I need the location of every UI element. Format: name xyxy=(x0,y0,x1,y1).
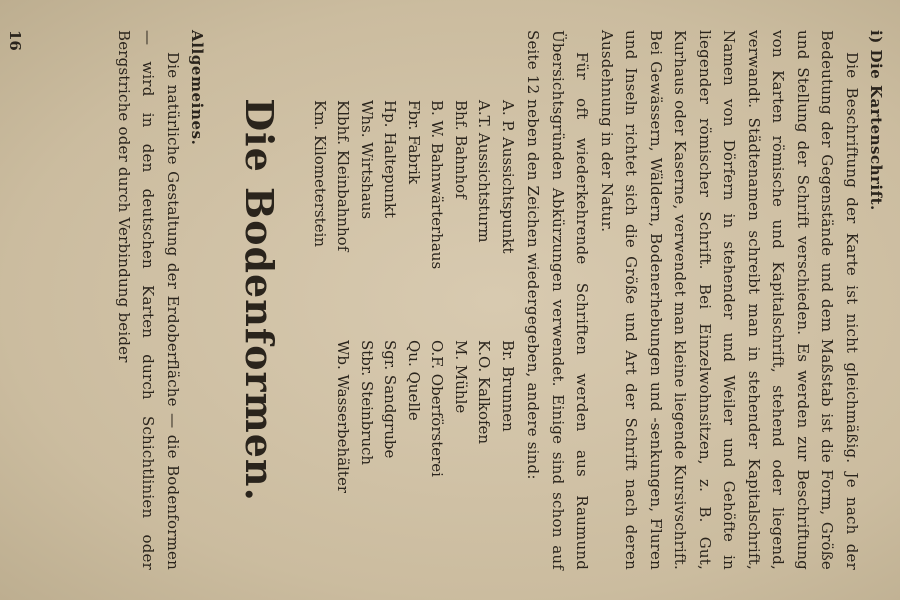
paragraph-abkuerzungen: Für oft wiederkehrende Schriften werden aus Raumund Übersichtsgründen Abkürzungen verwendet. Einige sind schon auf Seite 12 neben den Zeichen wiedergegeben, andere sind: xyxy=(524,30,592,570)
abbreviation-table xyxy=(308,100,520,570)
abbreviation-entry: Sgr. Sandgrube xyxy=(381,340,400,459)
page-number: 16 xyxy=(6,30,24,51)
abbreviation-entry: Fbr. Fabrik xyxy=(405,100,423,185)
section-title-bodenformen: Die Bodenformen. xyxy=(237,98,283,502)
paragraph-allgemeines xyxy=(112,30,210,570)
abbreviation-entry: Br. Brunnen xyxy=(499,340,517,432)
paragraph-bodenformen-text: Die natürliche Gestaltung der Erdoberfläche — die Bodenformen — wird in den deutschen Karten durch Schichtlinien oder Bergstriche oder durch Verbindung beider xyxy=(115,30,182,570)
abbreviation-entry: Qu. Quelle xyxy=(405,340,423,421)
paragraph-kartenschrift: Die Beschriftung der Karte ist nicht gleichmäßig. Je nach der Bedeutung der Gegenstände und dem Maßstab ist die Form, Größe und Stellung der Schrift verschieden. Es werden zur Beschriftung von Karten römische und Kapitalschrift, stehend oder liegend, verwandt. Städtenamen schreibt man in stehender Kapitalschrift, Namen von Dörfern in stehender und Weiler und Gehöfte in liegender römischer Schrift. Bei Einzelwohnsitzen, z. B. Gut, Kurhaus oder Kaserne, verwendet man kleine liegende Kursivschrift. Bei Gewässern, Wäldern, Bodenerhebungen und -senkungen, Fluren und Inseln richtet sich die Größe und Art der Schrift nach deren Ausdehnung in der Natur. xyxy=(598,30,861,570)
abbreviation-entry: O.F. Oberförsterei xyxy=(428,340,447,477)
abbreviation-column-left xyxy=(308,100,520,330)
abbreviation-entry: Km. Kilometerstein xyxy=(311,100,329,248)
section-heading-kartenschrift: i) Die Kartenschrift. xyxy=(867,30,885,211)
abbreviation-entry: B. W. Bahnwärterhaus xyxy=(428,100,447,270)
abbreviation-entry: A.T. Aussichtsturm xyxy=(475,100,494,243)
abbreviation-entry: Stbr. Steinbruch xyxy=(358,340,376,466)
abbreviation-entry: Klbhf. Kleinbahnhof xyxy=(334,100,353,252)
abbreviation-entry: Wb. Wasserbehälter xyxy=(334,340,353,494)
abbreviation-entry: Whs. Wirtshaus xyxy=(358,100,376,220)
abbreviation-entry: K.O. Kalkofen xyxy=(475,340,494,445)
abbreviation-column-right xyxy=(308,340,520,570)
abbreviation-entry: Hp. Haltepunkt xyxy=(381,100,400,218)
abbreviation-entry: A. P. Aussichtspunkt xyxy=(499,100,517,254)
abbreviation-entry: Bhf. Bahnhof xyxy=(452,100,470,199)
abbreviation-entry: M. Mühle xyxy=(452,340,470,414)
subheading-allgemeines: Allgemeines. xyxy=(188,30,207,146)
